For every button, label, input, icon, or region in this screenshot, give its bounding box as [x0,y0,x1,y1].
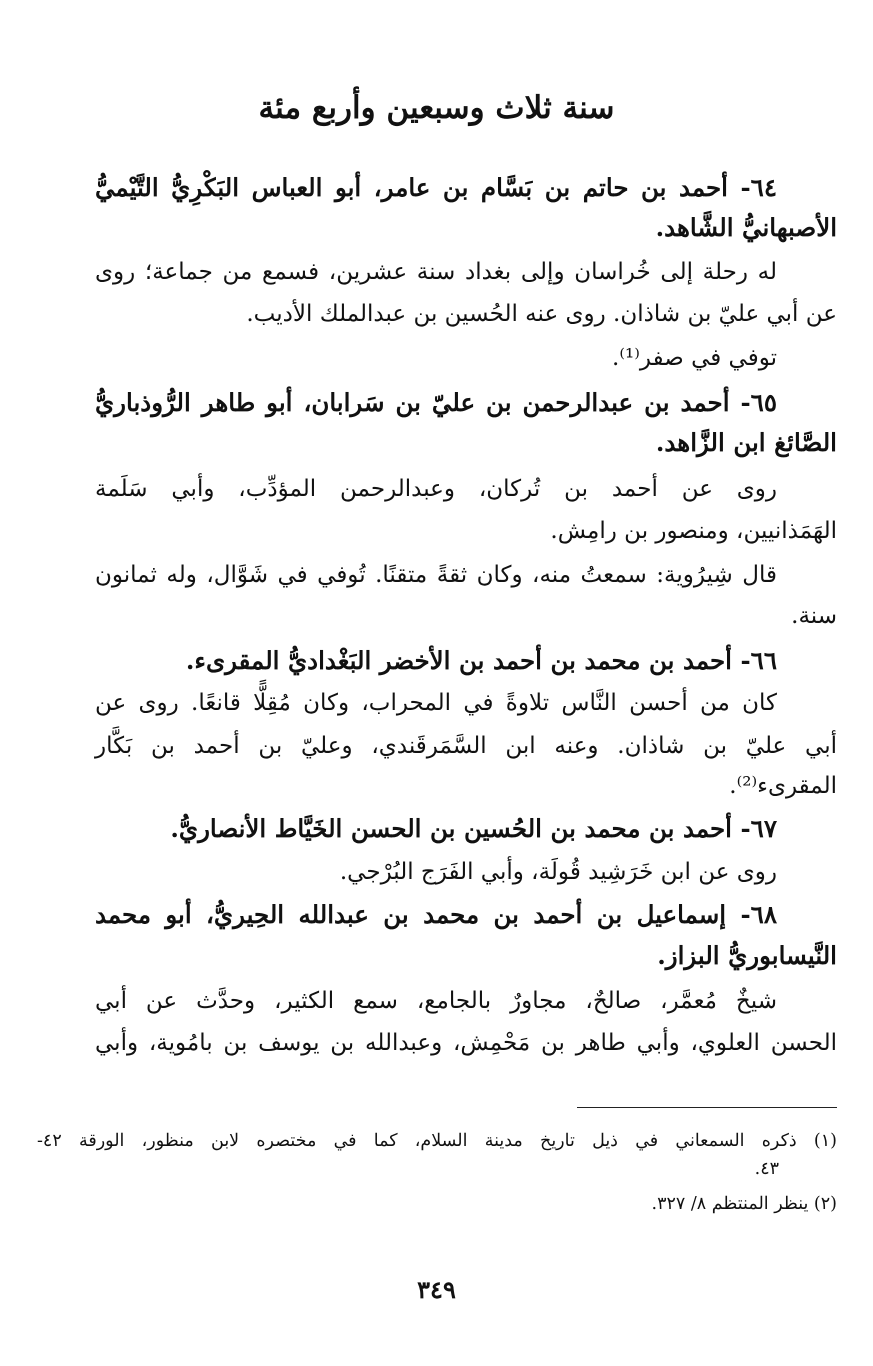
entry-64-text: له رحلة إلى خُراسان وإلى بغداد سنة عشرين، فسمع من جماعة؛ روى [95,259,777,285]
entry-65-text: قال شِيرُوية: سمعتُ منه، وكان ثقةً متقنًا. تُوفي في شَوَّال، وله ثمانون [95,562,777,588]
entry-68-heading: ٦٨- إسماعيل بن أحمد بن محمد بن عبدالله الحِيريُّ، أبو محمد [95,900,777,929]
entry-65-text: سنة. [791,603,837,629]
entry-65-text: روى عن أحمد بن تُركان، وعبدالرحمن المؤدِّب، وأبي سَلَمة [95,476,777,502]
entry-68-text: شيخٌ مُعمَّر، صالحٌ، مجاورٌ بالجامع، سمع الكثير، وحدَّث عن أبي [95,988,777,1014]
footnote-2: (٢) ينظر المنتظم ٨/ ٣٢٧. [651,1194,837,1214]
entry-65-text: الهَمَذانيين، ومنصور بن رامِش. [550,518,837,544]
entry-64-heading: ٦٤- أحمد بن حاتم بن بَسَّام بن عامر، أبو العباس البَكْرِيُّ التَّيْميُّ [95,173,777,202]
entry-67-text: روى عن ابن خَرَشِيد قُولَة، وأبي الفَرَج البُرْجي. [339,859,777,885]
footnote-1: (١) ذكره السمعاني في ذيل تاريخ مدينة السلام، كما في مختصره لابن منظور، الورقة ٤٢- [37,1131,837,1151]
footnote-separator [577,1107,837,1108]
page-title: سنة ثلاث وسبعين وأربع مئة [258,90,615,126]
page-number: ٣٤٩ [417,1275,456,1304]
entry-64-text: عن أبي عليّ بن شاذان. روى عنه الحُسين بن عبدالملك الأديب. [246,301,837,327]
entry-64-heading-cont: الأصبهانيُّ الشَّاهد. [655,213,837,242]
entry-64-text: توفي في صفر⁽¹⁾. [612,345,777,371]
entry-66-heading: ٦٦- أحمد بن محمد بن أحمد بن الأخضر البَغْداديُّ المقرىء. [185,646,777,675]
entry-67-heading: ٦٧- أحمد بن محمد بن الحُسين بن الحسن الخَيَّاط الأنصاريُّ. [170,814,777,843]
entry-66-text: المقرىء⁽²⁾. [729,773,837,799]
entry-66-text: أبي عليّ بن شاذان. وعنه ابن السَّمَرقَندي، وعليّ بن أحمد بن بَكَّار [95,733,837,759]
entry-65-heading: ٦٥- أحمد بن عبدالرحمن بن عليّ بن سَرابان، أبو طاهر الرُّوذباريُّ [95,388,777,417]
entry-66-text: كان من أحسن النَّاس تلاوةً في المحراب، وكان مُقِلًّا قانعًا. روى عن [95,690,777,716]
entry-65-heading-cont: الصَّائغ ابن الزَّاهد. [655,428,837,457]
entry-68-text: الحسن العلوي، وأبي طاهر بن مَحْمِش، وعبدالله بن يوسف بن بامُوية، وأبي [95,1030,837,1056]
entry-68-heading-cont: النَّيسابوريُّ البزاز. [657,941,837,970]
footnote-1-cont: ٤٣. [754,1159,779,1179]
